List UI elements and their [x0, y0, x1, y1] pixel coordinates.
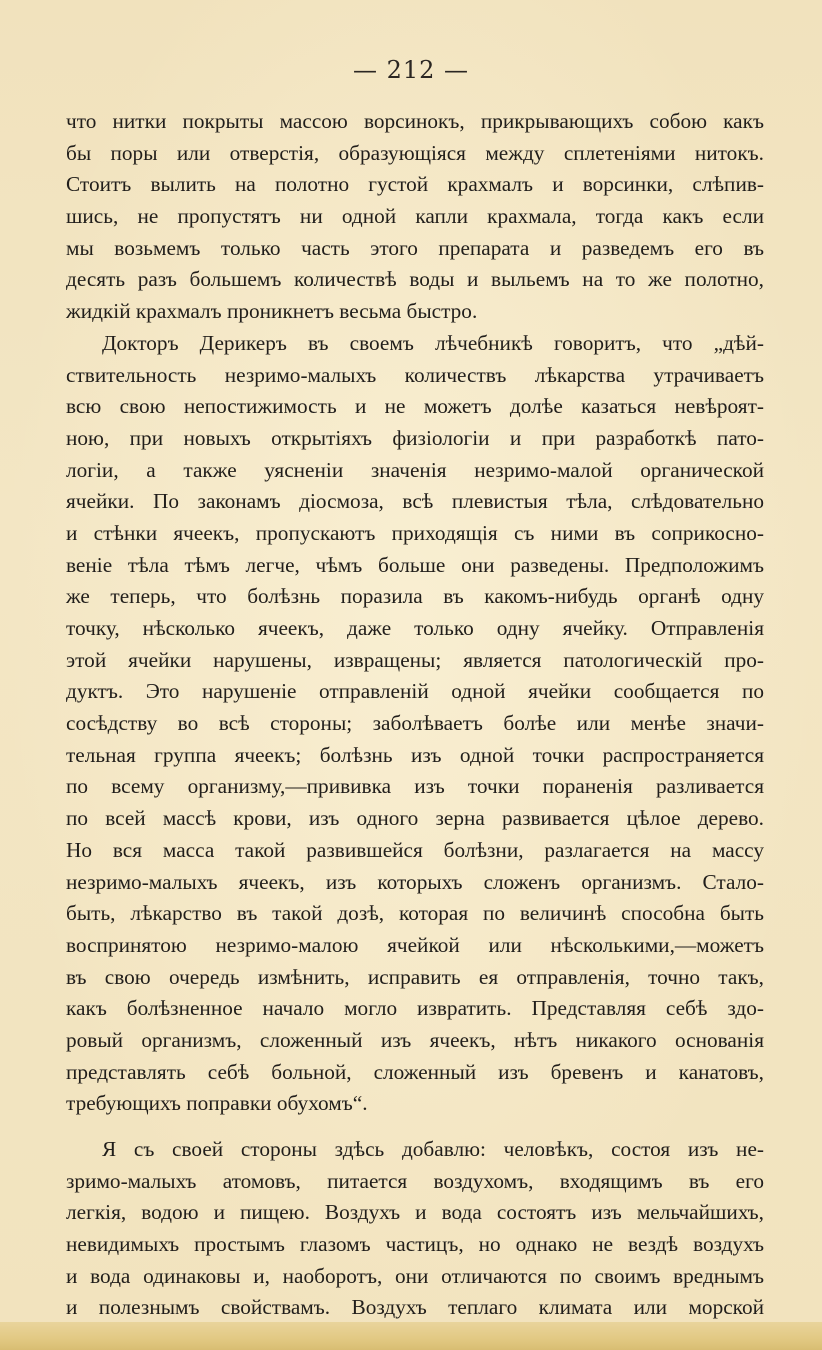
text-line: тельная группа ячеекъ; болѣзнь изъ одной точки распространяется: [66, 742, 764, 767]
text-line: незримо-малыхъ ячеекъ, изъ которыхъ сложенъ организмъ. Стало-: [66, 869, 764, 894]
text-line: въ свою очередь измѣнить, исправить ея отправленія, точно такъ,: [66, 964, 764, 989]
text-line: ячейки. По законамъ діосмоза, всѣ плевистыя тѣла, слѣдовательно: [66, 489, 764, 514]
text-line: ствительность незримо-малыхъ количествъ лѣкарства утрачиваетъ: [66, 362, 764, 387]
page-bottom-edge: [0, 1322, 822, 1350]
paragraph: [66, 328, 764, 1120]
text-line: бы поры или отверстія, образующіяся между сплетеніями нитокъ.: [66, 140, 764, 165]
text-line: ною, при новыхъ открытіяхъ физіологіи и при разработкѣ пато-: [66, 425, 764, 450]
text-line: и стѣнки ячеекъ, пропускаютъ приходящія съ ними въ соприкосно-: [66, 520, 764, 545]
text-line: по всему организму,—прививка изъ точки пораненія разливается: [66, 774, 764, 799]
page-number: — 212 —: [352, 56, 470, 84]
text-line: же теперь, что болѣзнь поразила въ какомъ-нибудь органѣ одну: [66, 584, 764, 609]
text-line: ровый организмъ, сложенный изъ ячеекъ, нѣтъ никакого основанія: [66, 1027, 764, 1052]
text-line: жидкій крахмалъ проникнетъ весьма быстро.: [66, 299, 478, 324]
text-line: Но вся масса такой развившейся болѣзни, разлагается на массу: [66, 837, 764, 862]
text-line: мы возьмемъ только часть этого препарата и разведемъ его въ: [66, 235, 764, 260]
text-line: воспринятою незримо-малою ячейкой или нѣсколькими,—можетъ: [66, 932, 764, 957]
text-line: Стоитъ вылить на полотно густой крахмалъ и ворсинки, слѣпив-: [66, 172, 764, 197]
text-line: веніе тѣла тѣмъ легче, чѣмъ больше они разведены. Предположимъ: [66, 552, 764, 577]
text-line: шись, не пропустятъ ни одной капли крахмала, тогда какъ если: [66, 204, 764, 229]
text-line: логіи, а также уясненіи значенія незримо-малой органической: [66, 457, 764, 482]
text-line: и полезнымъ свойствамъ. Воздухъ теплаго климата или морской: [66, 1295, 764, 1320]
text-line: по всей массѣ крови, изъ одного зерна развивается цѣлое дерево.: [66, 806, 764, 831]
text-line: сосѣдству во всѣ стороны; заболѣваетъ болѣе или менѣе значи-: [66, 711, 764, 736]
text-line: зримо-малыхъ атомовъ, питается воздухомъ, входящимъ въ его: [66, 1168, 764, 1193]
page-text: [66, 106, 764, 1324]
paragraph: [66, 1134, 764, 1324]
text-line: Я съ своей стороны здѣсь добавлю: человѣкъ, состоя изъ не-: [102, 1137, 764, 1161]
text-line: десять разъ большемъ количествѣ воды и выльемъ на то же полотно,: [66, 267, 764, 292]
text-line: точку, нѣсколько ячеекъ, даже только одну ячейку. Отправленія: [66, 616, 764, 640]
text-line: требующихъ поправки обухомъ“.: [66, 1091, 368, 1116]
text-line: невидимыхъ простымъ глазомъ частицъ, но однако не вездѣ воздухъ: [66, 1232, 764, 1257]
text-line: что нитки покрыты массою ворсинокъ, прикрывающихъ собою какъ: [66, 109, 764, 133]
paragraph: [66, 106, 764, 328]
text-line: представлять себѣ больной, сложенный изъ бревенъ и канатовъ,: [66, 1059, 764, 1084]
text-line: этой ячейки нарушены, извращены; является патологическій про-: [66, 647, 764, 672]
text-line: и вода одинаковы и, наоборотъ, они отличаются по своимъ вреднымъ: [66, 1263, 764, 1288]
text-line: всю свою непостижимость и не можетъ долѣе казаться невѣроят-: [66, 394, 764, 419]
text-line: быть, лѣкарство въ такой дозѣ, которая по величинѣ способна быть: [66, 901, 764, 926]
text-line: легкія, водою и пищею. Воздухъ и вода состоятъ изъ мельчайшихъ,: [66, 1200, 764, 1225]
paragraph-gap: [66, 1120, 764, 1134]
text-line: дуктъ. Это нарушеніе отправленій одной ячейки сообщается по: [66, 679, 764, 704]
text-line: какъ болѣзненное начало могло извратить. Представляя себѣ здо-: [66, 996, 764, 1021]
text-line: Докторъ Дерикеръ въ своемъ лѣчебникѣ говоритъ, что „дѣй-: [102, 330, 764, 355]
